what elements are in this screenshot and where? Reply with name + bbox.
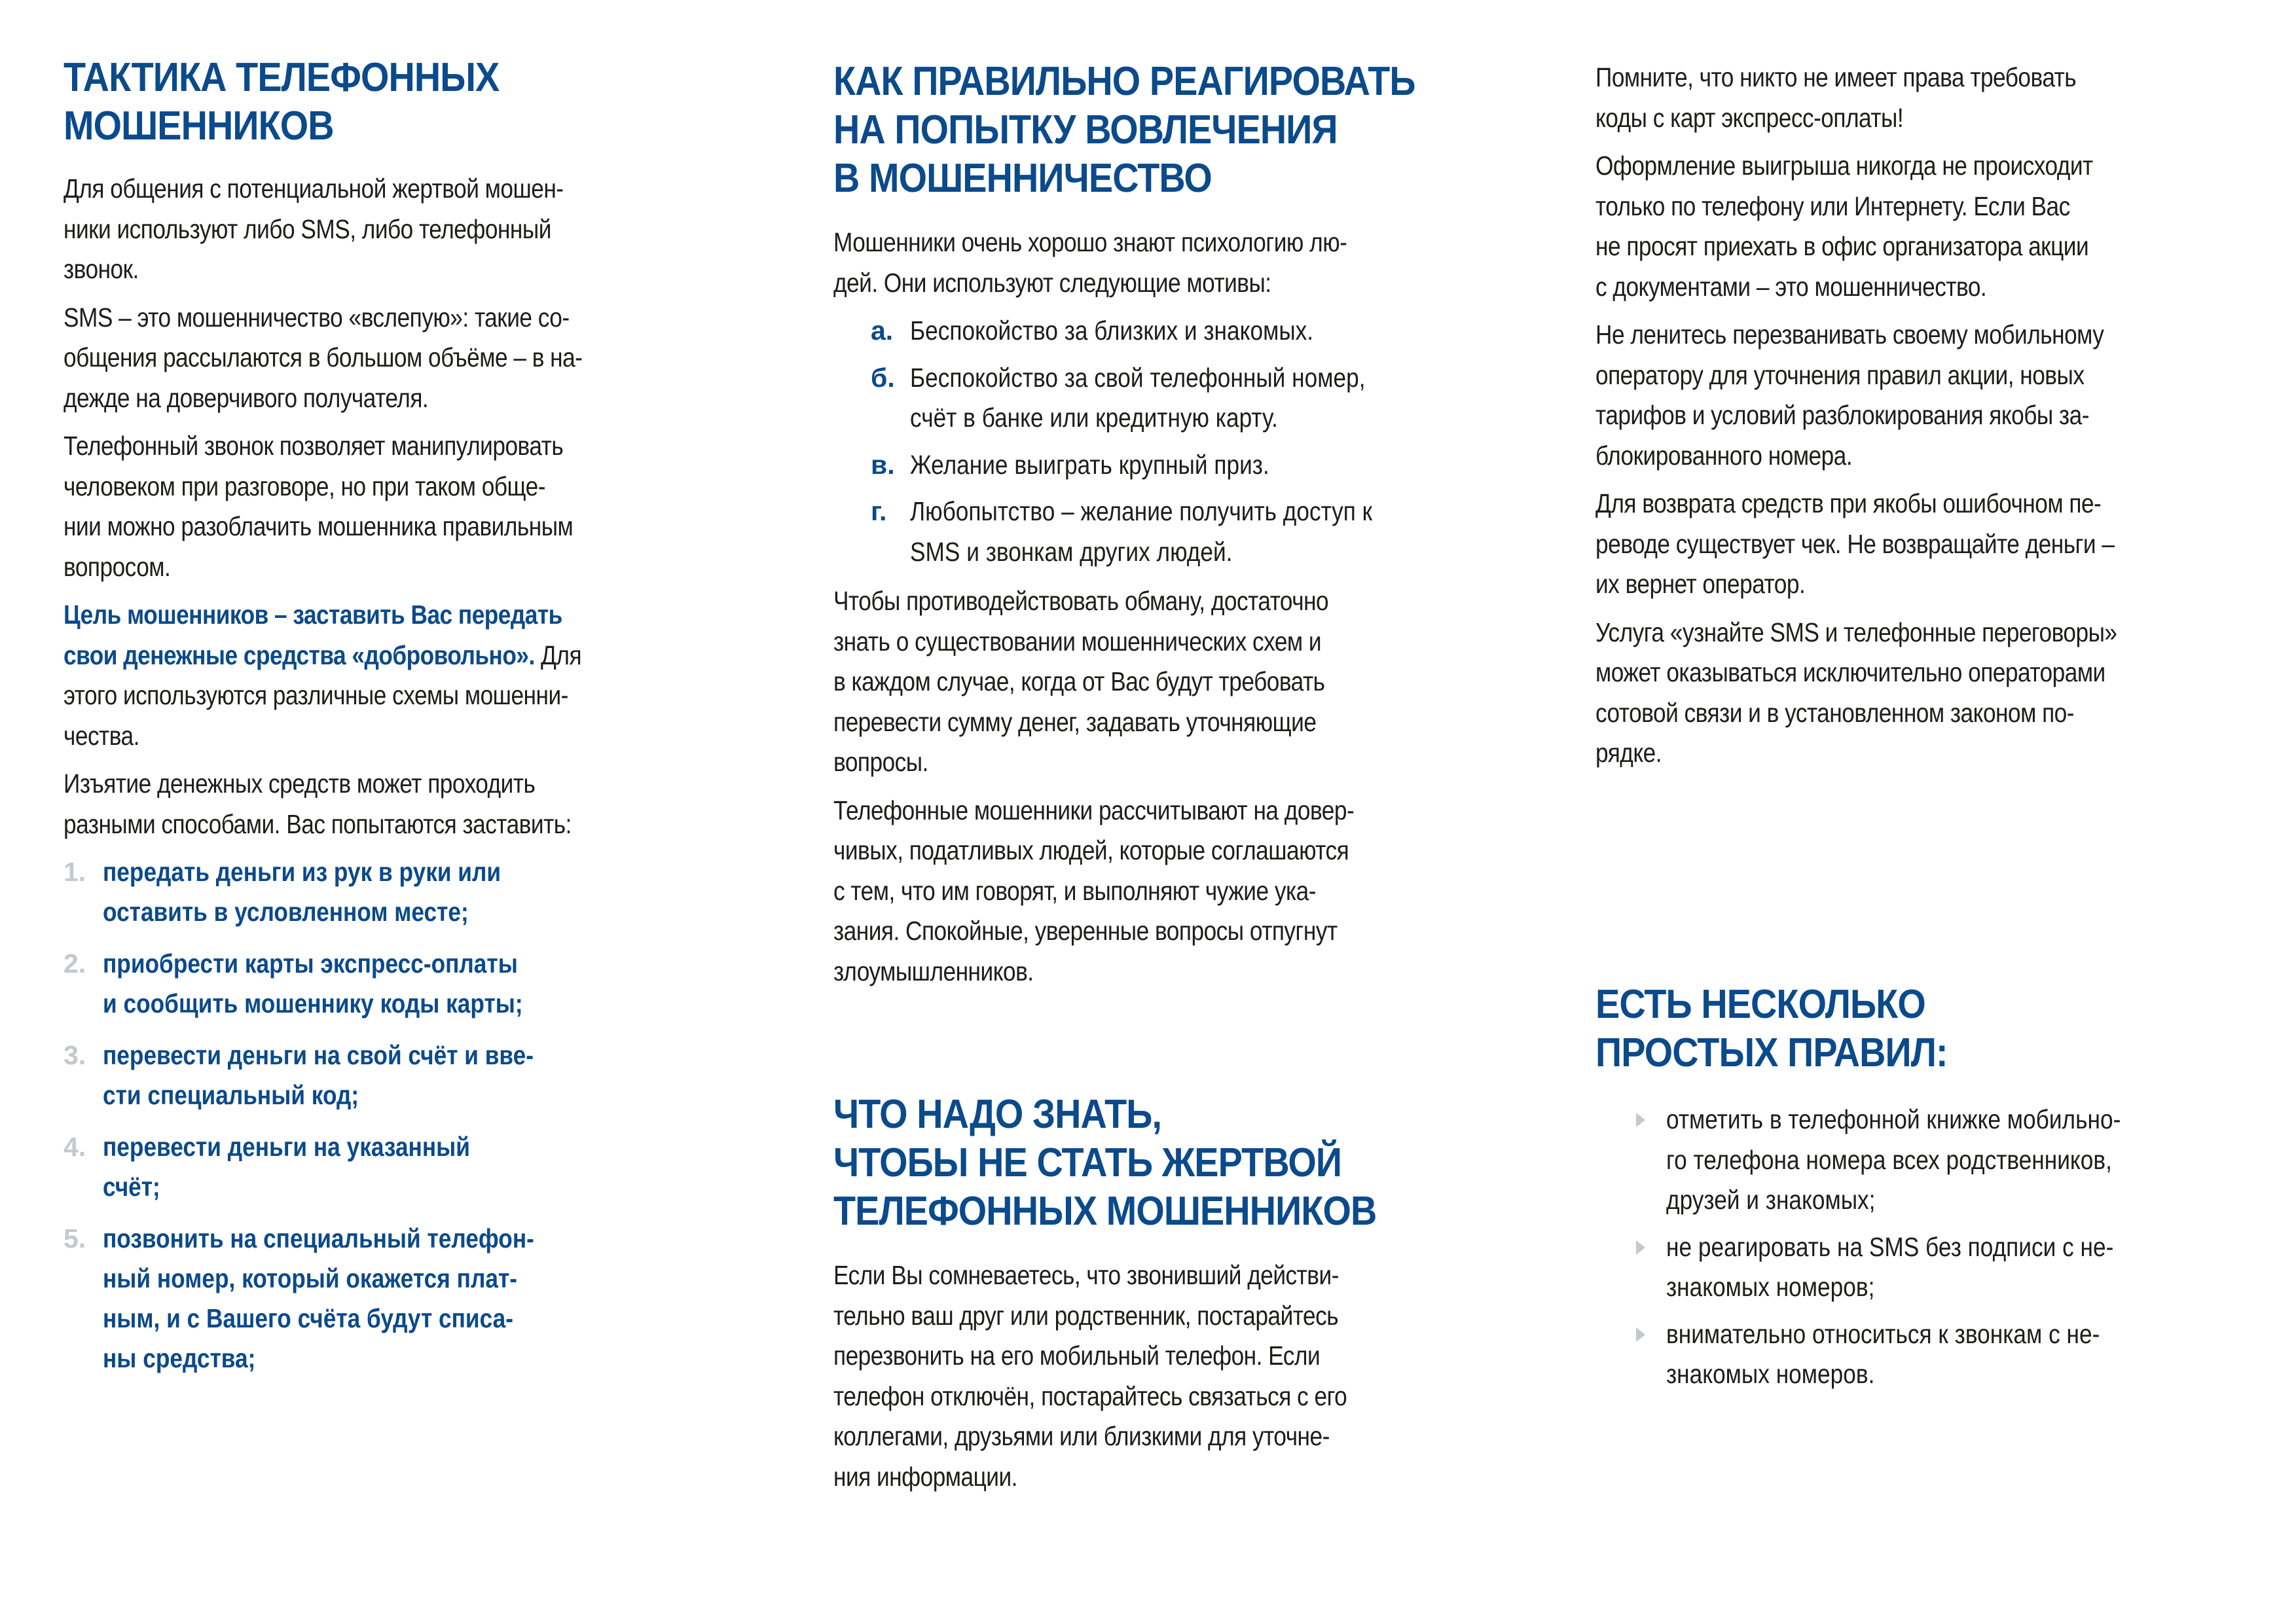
text-line: злоумышленников. xyxy=(833,956,1034,986)
heading-line: ТЕЛЕФОННЫХ МОШЕННИКОВ xyxy=(833,1189,1377,1234)
list-number: 1. xyxy=(64,857,86,887)
paragraph-service xyxy=(1595,613,2244,774)
text-line: их вернет оператор. xyxy=(1595,569,1806,599)
list-number: 2. xyxy=(64,948,86,979)
text-line xyxy=(64,595,621,636)
heading-line: ЧТО НАДО ЗНАТЬ, xyxy=(833,1092,1162,1137)
text-line xyxy=(64,636,621,676)
paragraph-goal xyxy=(64,595,712,756)
response-body xyxy=(833,223,1482,1000)
rule-item xyxy=(1595,1100,2244,1221)
text-line: с документами – это мошенничество. xyxy=(1595,271,1987,302)
text-line: знакомых номеров; xyxy=(1666,1272,1875,1302)
text-line: перевести сумму денег, задавать уточняющие xyxy=(833,706,1317,737)
text-line: Мошенники очень хорошо знают психологию лю- xyxy=(833,227,1347,257)
text-line: тарифов и условий разблокирования якобы за- xyxy=(1595,400,2090,430)
heading-line: МОШЕННИКОВ xyxy=(64,103,334,149)
scheme-item xyxy=(64,1127,712,1207)
heading-what-to-know xyxy=(833,1090,1376,1236)
text-line: Оформление выигрыша никогда не происходит xyxy=(1595,151,2093,181)
text-line: перевести деньги на свой счёт и вве- xyxy=(103,1040,534,1070)
text-line: может оказываться исключительно операторами xyxy=(1595,657,2105,687)
text-line: передать деньги из рук в руки или xyxy=(103,857,501,887)
paragraph-trusting-people xyxy=(833,791,1482,992)
paragraph-operator xyxy=(1595,315,2244,476)
paragraph-sms xyxy=(64,298,712,419)
text-line: Услуга «узнайте SMS и телефонные переговоры» xyxy=(1595,617,2117,647)
paragraph-counteract xyxy=(833,581,1482,783)
text-line: с тем, что им говорят, и выполняют чужие ука- xyxy=(833,875,1316,906)
rules-body xyxy=(1595,58,2244,782)
heading-line: ПРОСТЫХ ПРАВИЛ: xyxy=(1595,1030,1948,1075)
text-line: дежде на доверчивого получателя. xyxy=(64,382,429,413)
text-line: блокированного номера. xyxy=(1595,440,1853,471)
text-line: не реагировать на SMS без подписи с не- xyxy=(1666,1231,2114,1262)
heading-line: ЧТОБЫ НЕ СТАТЬ ЖЕРТВОЙ xyxy=(833,1140,1342,1185)
text-line: ным, и с Вашего счёта будут списа- xyxy=(103,1303,513,1333)
text-line: Телефонные мошенники рассчитывают на довер- xyxy=(833,795,1355,825)
motive-item xyxy=(833,445,1482,486)
list-number: 3. xyxy=(64,1040,86,1070)
paragraph-refund xyxy=(1595,484,2244,605)
text-line: перезвонить на его мобильный телефон. Если xyxy=(833,1341,1321,1371)
rules-list xyxy=(1595,1100,2244,1401)
text-line: в каждом случае, когда от Вас будут требовать xyxy=(833,666,1325,696)
scheme-list xyxy=(64,852,712,1379)
text-line: Помните, что никто не имеет права требовать xyxy=(1595,62,2077,92)
rule-item xyxy=(1595,1314,2244,1395)
text-line: Беспокойство за близких и знакомых. xyxy=(910,315,1314,346)
text-line: друзей и знакомых; xyxy=(1666,1185,1876,1215)
text-line: го телефона номера всех родственников, xyxy=(1666,1144,2112,1175)
text-line: знать о существовании мошеннических схем и xyxy=(833,626,1322,657)
list-marker: г. xyxy=(871,496,887,526)
text-line: коды с карт экспресс-оплаты! xyxy=(1595,102,1904,133)
text-line: Изъятие денежных средств может проходить xyxy=(64,768,536,799)
text-line: приобрести карты экспресс-оплаты xyxy=(103,948,518,979)
motive-item xyxy=(833,358,1482,439)
text-line: SMS – это мошенничество «вслепую»: такие со- xyxy=(64,302,570,333)
text-line: Беспокойство за свой телефонный номер, xyxy=(910,362,1366,393)
paragraph-psychology xyxy=(833,223,1482,303)
text-line: Если Вы сомневаетесь, что звонивший действи- xyxy=(833,1260,1339,1290)
text-line: общения рассылаются в большом объёме – в на- xyxy=(64,342,583,372)
text-line: перевести деньги на указанный xyxy=(103,1132,470,1162)
list-number: 5. xyxy=(64,1223,86,1253)
text-line: вопросы. xyxy=(833,747,928,777)
motive-item xyxy=(833,492,1482,572)
paragraph-prize xyxy=(1595,146,2244,307)
text-line: сотовой связи и в установленном законом по- xyxy=(1595,697,2074,728)
text-line: зания. Спокойные, уверенные вопросы отпугнут xyxy=(833,916,1338,946)
text-line: счёт; xyxy=(103,1172,160,1202)
text-line: нии можно разоблачить мошенника правильным xyxy=(64,511,574,541)
text-line: чивых, податливых людей, которые соглашаются xyxy=(833,835,1349,865)
heading-line: КАК ПРАВИЛЬНО РЕАГИРОВАТЬ xyxy=(833,59,1415,104)
text-line: SMS и звонкам других людей. xyxy=(910,536,1233,567)
text-line: телефон отключён, постарайтесь связаться с его xyxy=(833,1380,1347,1411)
text-line: ны средства; xyxy=(103,1343,256,1373)
text-line: вопросом. xyxy=(64,551,171,582)
scheme-item xyxy=(64,1036,712,1115)
text-line: знакомых номеров. xyxy=(1666,1359,1875,1389)
goal-emphasis: свои денежные средства «добровольно». xyxy=(64,640,535,670)
triangle-bullet-icon xyxy=(1636,1240,1645,1255)
text-line: Для общения с потенциальной жертвой мошен- xyxy=(64,173,564,204)
text-line: дей. Они используют следующие мотивы: xyxy=(833,267,1271,298)
text-line: счёт в банке или кредитную карту. xyxy=(910,403,1278,433)
text-line: Не ленитесь перезванивать своему мобильному xyxy=(1595,319,2104,350)
text-line: Чтобы противодействовать обману, достаточно xyxy=(833,586,1329,616)
paragraph-call xyxy=(64,426,712,587)
text-line: позвонить на специальный телефон- xyxy=(103,1223,534,1253)
heading-tactics xyxy=(64,54,499,151)
paragraph-remember xyxy=(1595,58,2244,138)
text-line: сти специальный код; xyxy=(103,1080,359,1110)
text-line: не просят приехать в офис организатора акции xyxy=(1595,231,2089,261)
goal-emphasis: Цель мошенников – заставить Вас передать xyxy=(64,600,562,630)
list-marker: б. xyxy=(871,362,895,393)
paragraph-methods xyxy=(64,764,712,844)
text-line: разными способами. Вас попытаются заставить: xyxy=(64,808,572,839)
text-line: оставить в условленном месте; xyxy=(103,897,469,927)
list-number: 4. xyxy=(64,1132,86,1162)
what-to-know-body xyxy=(833,1255,1482,1505)
scheme-item xyxy=(64,852,712,932)
text-line: только по телефону или Интернету. Если Вас xyxy=(1595,190,2070,221)
text-line: оператору для уточнения правил акции, новых xyxy=(1595,359,2085,390)
text-line: ный номер, который окажется плат- xyxy=(103,1263,517,1293)
motive-item xyxy=(833,311,1482,351)
heading-how-to-react xyxy=(833,58,1415,203)
text-line: этого используются различные схемы мошенни- xyxy=(64,680,568,710)
text-line: рядке. xyxy=(1595,738,1662,768)
list-marker: а. xyxy=(871,315,894,346)
tactics-body xyxy=(64,169,712,1390)
paragraph-intro xyxy=(64,169,712,290)
text-line: коллегами, друзьями или близкими для уточне- xyxy=(833,1421,1330,1451)
text-line: Любопытство – желание получить доступ к xyxy=(910,496,1373,526)
text-line: ники используют либо SMS, либо телефонный xyxy=(64,213,551,244)
triangle-bullet-icon xyxy=(1636,1327,1645,1342)
heading-line: ТАКТИКА ТЕЛЕФОННЫХ xyxy=(64,55,500,100)
motives-list xyxy=(833,311,1482,572)
text-line: человеком при разговоре, но при таком обще- xyxy=(64,471,545,501)
triangle-bullet-icon xyxy=(1636,1113,1645,1127)
text-line: и сообщить мошеннику коды карты; xyxy=(103,988,523,1018)
scheme-item xyxy=(64,1219,712,1379)
scheme-item xyxy=(64,944,712,1024)
heading-line: В МОШЕННИЧЕСТВО xyxy=(833,156,1212,201)
list-marker: в. xyxy=(871,449,895,480)
text-fragment: Для xyxy=(534,640,582,670)
text-line: тельно ваш друг или родственник, постарайтесь xyxy=(833,1300,1339,1331)
text-line: отметить в телефонной книжке мобильно- xyxy=(1666,1104,2121,1134)
heading-simple-rules xyxy=(1595,981,1948,1077)
text-line: реводе существует чек. Не возвращайте деньги – xyxy=(1595,528,2115,559)
text-line: ния информации. xyxy=(833,1461,1017,1492)
text-line: звонок. xyxy=(64,254,139,284)
rule-item xyxy=(1595,1227,2244,1308)
text-line: Телефонный звонок позволяет манипулировать xyxy=(64,431,564,461)
text-line: Для возврата средств при якобы ошибочном пе- xyxy=(1595,488,2102,518)
text-line: чества. xyxy=(64,720,139,751)
text-line: внимательно относиться к звонкам с не- xyxy=(1666,1318,2100,1349)
heading-line: НА ПОПЫТКУ ВОВЛЕЧЕНИЯ xyxy=(833,107,1338,153)
text-line: Желание выиграть крупный приз. xyxy=(910,449,1269,480)
paragraph-call-back xyxy=(833,1255,1482,1497)
heading-line: ЕСТЬ НЕСКОЛЬКО xyxy=(1595,982,1925,1027)
